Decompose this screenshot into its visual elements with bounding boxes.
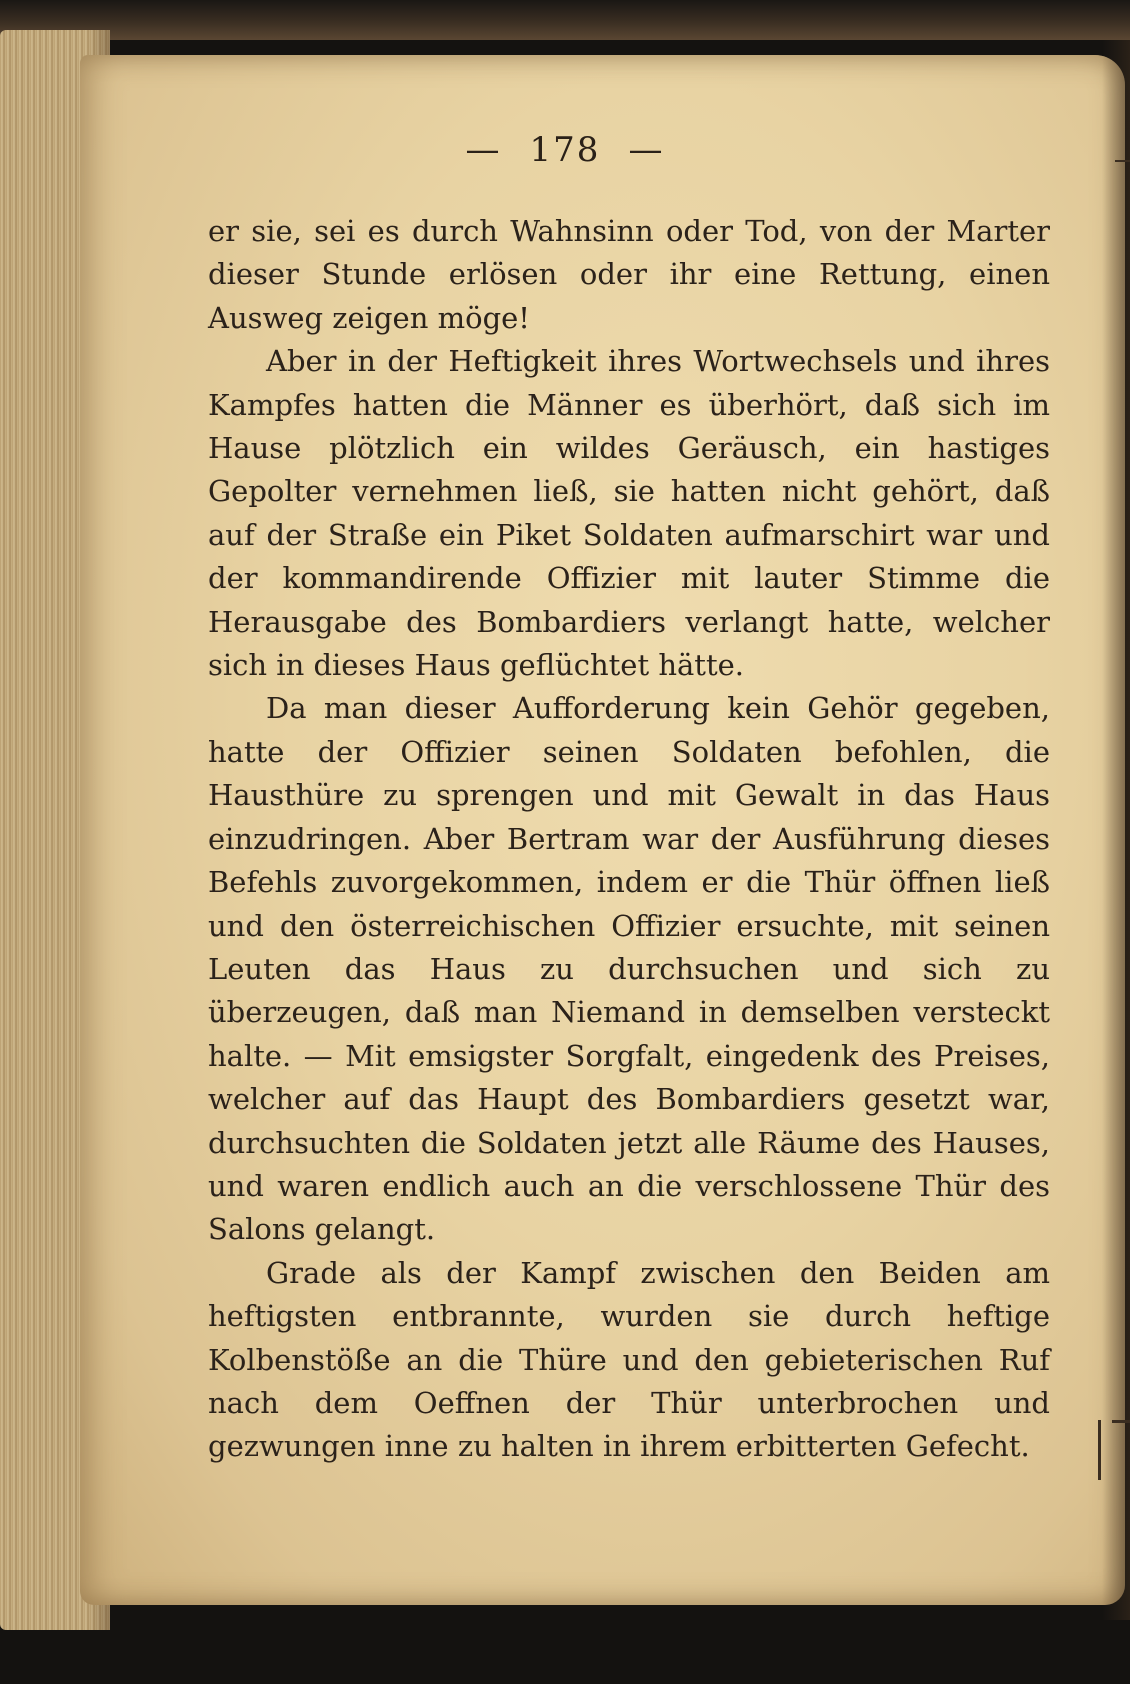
header-dash-right: — xyxy=(628,130,665,170)
book-binding xyxy=(0,0,1130,40)
page-number-header xyxy=(0,130,1130,170)
paragraph-2: Aber in der Heftigkeit ihres Wortwechsels und ihres Kampfes hatten die Männer es überhört, daß sich im Hause plötzlich ein wildes Geräusch, ein hastiges Gepolter vernehmen ließ, sie hatten nicht gehört, daß auf der Straße ein Piket Soldaten aufmarschirt war und der kommandirende Offizier mit lauter Stimme die Herausgabe des Bombardiers verlangt hatte, welcher sich in dieses Haus geflüchtet hätte. xyxy=(208,344,1050,683)
header-dash-left: — xyxy=(465,130,502,170)
paragraph-1: er sie, sei es durch Wahnsinn oder Tod, von der Marter dieser Stunde erlösen oder ihr eine Rettung, einen Ausweg zeigen möge! xyxy=(208,214,1050,335)
paragraph-3: Da man dieser Aufforderung kein Gehör gegeben, hatte der Offizier seinen Soldaten befohlen, die Hausthüre zu sprengen und mit Gewalt in das Haus einzudringen. Aber Bertram war der Ausführung dieses Befehls zuvorgekommen, indem er die Thür öffnen ließ und den österreichischen Offizier ersuchte, mit seinen Leuten das Haus zu durchsuchen und sich zu überzeugen, daß man Niemand in demselben versteckt halte. — Mit emsigster Sorgfalt, eingedenk des Preises, welcher auf das Haupt des Bombardiers gesetzt war, durchsuchten die Soldaten jetzt alle Räume des Hauses, und waren endlich auch an die verschlossene Thür des Salons gelangt. xyxy=(208,691,1050,1247)
page-right-shadow xyxy=(1102,40,1130,1620)
margin-mark xyxy=(1112,1420,1130,1423)
body-text xyxy=(208,210,1050,1469)
margin-mark xyxy=(1115,160,1130,162)
page-number: 178 xyxy=(529,130,601,170)
margin-mark xyxy=(1098,1420,1101,1480)
paragraph-4: Grade als der Kampf zwischen den Beiden am heftigsten entbrannte, wurden sie durch heftige Kolbenstöße an die Thüre und den gebieterischen Ruf nach dem Oeffnen der Thür unterbrochen und gezwungen inne zu halten in ihrem erbitterten Gefecht. xyxy=(208,1255,1050,1464)
